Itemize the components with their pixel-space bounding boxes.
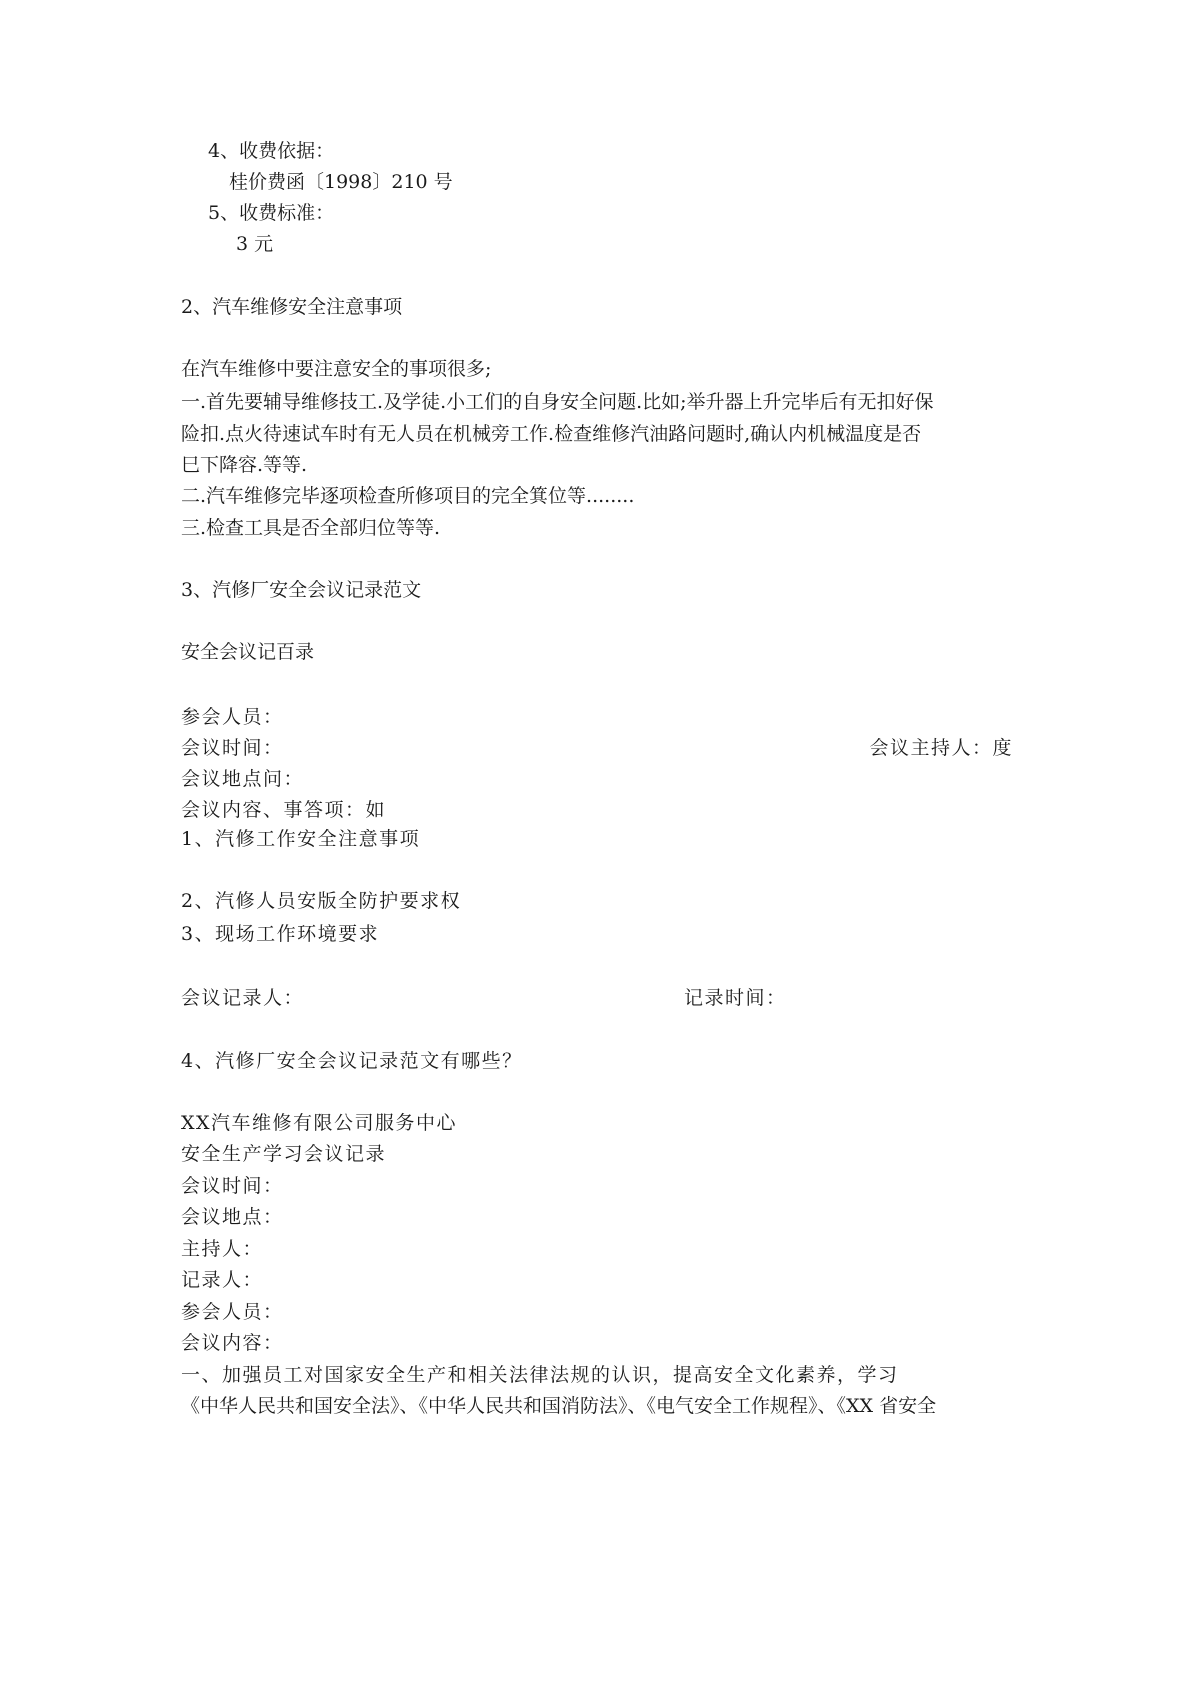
section4-time: 会议时间： bbox=[181, 1175, 284, 1197]
fee-basis-value: 桂价费函〔1998〕210 号 bbox=[229, 171, 453, 193]
section3-attendees: 参会人员： bbox=[181, 706, 284, 728]
section4-host: 主持人： bbox=[181, 1238, 264, 1260]
section2-heading: 2、汽车维修安全注意事项 bbox=[181, 296, 403, 318]
section4-recorder: 记录人： bbox=[181, 1269, 264, 1291]
section3-recorder: 会议记录人： bbox=[181, 987, 305, 1009]
section2-intro: 在汽车维修中要注意安全的事项很多; bbox=[181, 358, 492, 380]
section2-p3: 三.检查工具是否全部归位等等. bbox=[181, 517, 441, 539]
section4-record-title: 安全生产学习会议记录 bbox=[181, 1143, 387, 1165]
fee-standard-value: 3 元 bbox=[236, 233, 274, 255]
section2-p2: 二.汽车维修完毕逐项检查所修项目的完全箕位等........ bbox=[181, 485, 635, 507]
section3-time: 会议时间： bbox=[181, 737, 284, 759]
section2-p1-line2: 险扣.点火待速试车时有无人员在机械旁工作.检查维修汽油路问题时,确认内机械温度是否 bbox=[181, 423, 922, 445]
section3-host: 会议主持人：度 bbox=[869, 737, 1013, 759]
section3-time-row bbox=[181, 736, 1013, 760]
section4-company: XX汽车维修有限公司服务中心 bbox=[181, 1112, 458, 1134]
section2-p1-line1: 一.首先要辅导维修技工.及学徒.小工们的自身安全问题.比如;举升器上升完毕后有无扣好保 bbox=[181, 391, 934, 413]
section4-heading: 4、汽修厂安全会议记录范文有哪些？ bbox=[181, 1050, 523, 1072]
section3-record-time: 记录时间： bbox=[684, 987, 787, 1009]
section2-p1-line3: 巳下降容.等等. bbox=[181, 454, 308, 476]
fee-basis-label: 4、收费依据： bbox=[208, 140, 335, 162]
section3-place: 会议地点问： bbox=[181, 768, 305, 790]
section3-item3: 3、现场工作环境要求 bbox=[181, 923, 380, 945]
section4-content: 会议内容： bbox=[181, 1332, 284, 1354]
section4-body-line2: 《中华人民共和国安全法》、《中华人民共和国消防法》、《电气安全工作规程》、《XX 省安全 bbox=[181, 1395, 937, 1417]
section3-item1: 1、汽修工作安全注意事项 bbox=[181, 828, 421, 850]
section4-body-line1: 一、加强员工对国家安全生产和相关法律法规的认识，提高安全文化素养，学习 bbox=[181, 1364, 899, 1386]
section3-item2: 2、汽修人员安版全防护要求权 bbox=[181, 890, 462, 912]
section3-heading: 3、汽修厂安全会议记录范文 bbox=[181, 579, 422, 601]
section4-place: 会议地点： bbox=[181, 1206, 284, 1228]
fee-standard-label: 5、收费标准： bbox=[208, 202, 335, 224]
section4-attendees: 参会人员： bbox=[181, 1301, 284, 1323]
section3-title: 安全会议记百录 bbox=[181, 641, 315, 663]
section3-content: 会议内容、事答项：如 bbox=[181, 799, 387, 821]
